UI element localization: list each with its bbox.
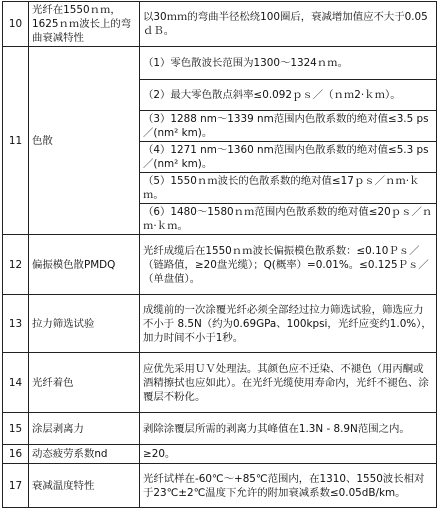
item-name: 衰减温度特性 xyxy=(29,464,140,508)
requirement: 光纤试样在-60℃～+85℃范围内，在1310、1550波长相对于23℃±2℃温度下允许的附加衰减系数≤0.05dB/km。 xyxy=(140,464,437,508)
row-number: 16 xyxy=(3,445,29,464)
row-number: 10 xyxy=(3,2,29,47)
requirement: 应优先采用ＵＶ处理法。其颜色应不迁染、不褪色（用丙酮或酒精擦拭也应如此）。在光纤光缆使用寿命内，光纤不褪色、涂覆层不粉化。 xyxy=(140,353,437,413)
item-name: 色散 xyxy=(29,47,140,235)
spec-table xyxy=(2,1,437,508)
requirement: 光纤成缆后在1550ｎｍ波长偏振模色散系数：≤0.10Ｐｓ／（链路值，≥20盘光缆）；Q(概率）=0.01%。≤0.125Ｐｓ／（单盘值）。 xyxy=(140,235,437,295)
sub-requirement: （2）最大零色散点斜率≤0.092ｐｓ／（ｎｍ2·ｋｍ）。 xyxy=(140,80,437,111)
sub-requirement: （6）1480～1580ｎｍ范围内色散系数的绝对值≤20ｐｓ／ｎｍ·ｋｍ。 xyxy=(140,204,437,235)
row-number: 11 xyxy=(3,47,29,235)
row-number: 15 xyxy=(3,413,29,445)
table-row xyxy=(3,464,437,508)
row-number: 14 xyxy=(3,353,29,413)
row-number: 12 xyxy=(3,235,29,295)
item-name: 光纤着色 xyxy=(29,353,140,413)
sub-requirement: （1）零色散波长范围为1300～1324ｎｍ。 xyxy=(140,47,437,80)
table-row xyxy=(3,47,437,80)
table-row xyxy=(3,353,437,413)
requirement: 成缆前的一次涂覆光纤必须全部经过拉力筛选试验，筛选应力不小于 8.5N（约为0.69GPa、100kpsi，光纤应变约1.0%），加力时间不小于1秒。 xyxy=(140,295,437,353)
row-number: 17 xyxy=(3,464,29,508)
requirement: 以30ｍｍ的弯曲半径松绕100圈后，衰减增加值应不大于0.05ｄＢ。 xyxy=(140,2,437,47)
sub-requirement: （5）1550ｎｍ波长的色散系数的绝对值≤17ｐｓ／ｎｍ·ｋｍ。 xyxy=(140,173,437,204)
item-name: 涂层剥离力 xyxy=(29,413,140,445)
item-name: 光纤在1550ｎｍ，1625ｎｍ波长上的弯曲衰减特性 xyxy=(29,2,140,47)
item-name: 动态疲劳系数nd xyxy=(29,445,140,464)
table-row xyxy=(3,295,437,353)
table-row xyxy=(3,2,437,47)
table-row xyxy=(3,445,437,464)
item-name: 偏振模色散PMDQ xyxy=(29,235,140,295)
table-row xyxy=(3,235,437,295)
sub-requirement: （4）1271 nm～1360 nm范围内色散系数的绝对值≤5.3 ps／(nm² km)。 xyxy=(140,142,437,173)
sub-requirement: （3）1288 nm～1339 nm范围内色散系数的绝对值≤3.5 ps／(nm² km)。 xyxy=(140,111,437,142)
row-number: 13 xyxy=(3,295,29,353)
requirement: 剥除涂覆层所需的剥离力其峰值在1.3N - 8.9N范围之内。 xyxy=(140,413,437,445)
requirement: ≥20。 xyxy=(140,445,437,464)
table-row xyxy=(3,413,437,445)
item-name: 拉力筛选试验 xyxy=(29,295,140,353)
